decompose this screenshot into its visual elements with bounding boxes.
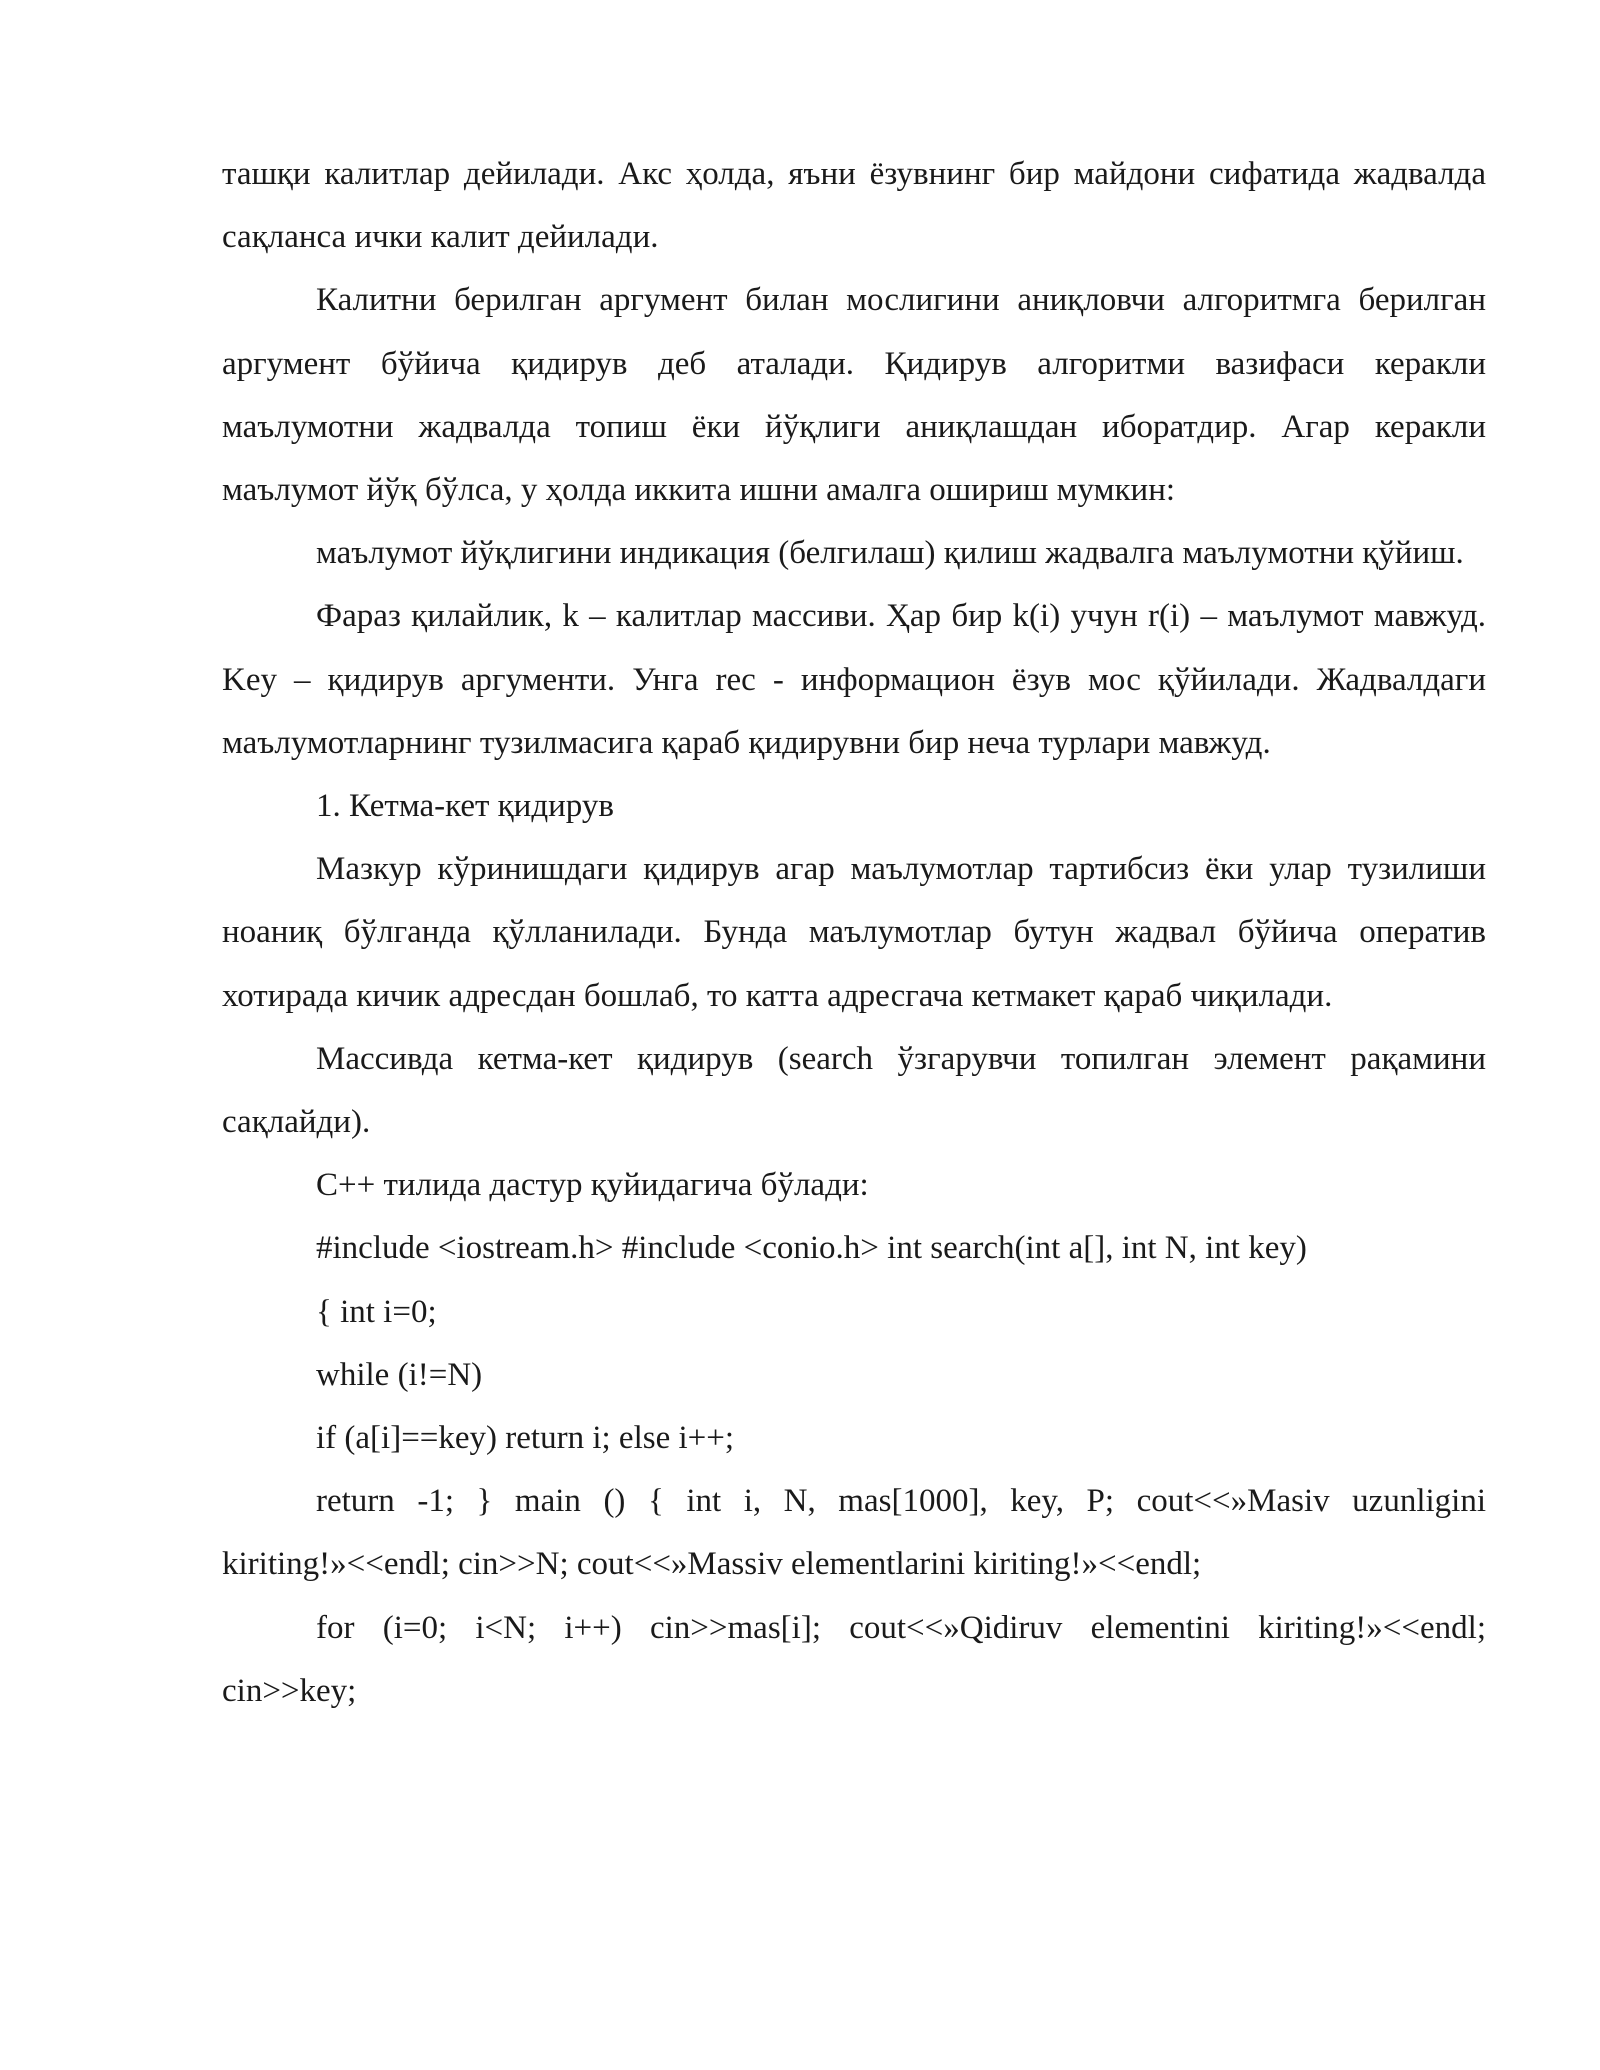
section-heading-sequential-search: 1. Кетма-кет қидирув	[316, 788, 614, 825]
code-line-main: return -1; } main () { int i, N, mas[1000], key, P; cout<<»Masiv uzunligini kiriting!»<<endl; cin>>N; cout<<»Massiv elementlarini kiriting!»<<endl;	[222, 1483, 1486, 1583]
code-line-init: { int i=0;	[316, 1293, 437, 1330]
paragraph-array-search: Массивда кетма-кет қидирув (search ўзгарувчи топилган элемент рақамини сақлайди).	[222, 1040, 1486, 1141]
code-line-includes: #include <iostream.h> #include <conio.h> int search(int a[], int N, int key)	[316, 1230, 1307, 1267]
paragraph-key-array: Фараз қилайлик, k – калитлар массиви. Ҳар бир k(i) учун r(i) – маълумот мавжуд. Key – қидирув аргументи. Унга rec - информацион ёзув мос қўйилади. Жадвалдаги маълумотларнинг тузилмасига қараб қидирувни бир неча турлари мавжуд.	[222, 598, 1486, 761]
paragraph-key-definition-end: ташқи калитлар дейилади. Акс ҳолда, яъни ёзувнинг бир майдони сифатида жадвалда сақланса ички калит дейилади.	[222, 156, 1486, 256]
paragraph-cpp-intro: С++ тилида дастур қуйидагича бўлади:	[316, 1167, 869, 1204]
code-line-while: while (i!=N)	[316, 1356, 483, 1393]
code-line-for: for (i=0; i<N; i++) cin>>mas[i]; cout<<»Qidiruv elementini kiriting!»<<endl; cin>>key;	[222, 1609, 1486, 1709]
document-body	[222, 143, 1486, 1723]
code-line-if: if (a[i]==key) return i; else i++;	[316, 1420, 735, 1457]
paragraph-search-definition: Калитни берилган аргумент билан мослигини аниқловчи алгоритмга берилган аргумент бўйича қидирув деб аталади. Қидирув алгоритми вазифаси керакли маълумотни жадвалда топиш ёки йўқлиги аниқлашдан иборатдир. Агар керакли маълумот йўқ бўлса, у ҳолда иккита ишни амалга ошириш мумкин:	[222, 282, 1486, 509]
paragraph-absence-indication: маълумот йўқлигини индикация (белгилаш) қилиш жадвалга маълумотни қўйиш.	[316, 535, 1464, 572]
paragraph-sequential-description: Мазкур кўринишдаги қидирув агар маълумотлар тартибсиз ёки улар тузилиши ноаниқ бўлганда қўлланилади. Бунда маълумотлар бутун жадвал бўйича оператив хотирада кичик адресдан бошлаб, то катта адресгача кетмакет қараб чиқилади.	[222, 851, 1486, 1014]
